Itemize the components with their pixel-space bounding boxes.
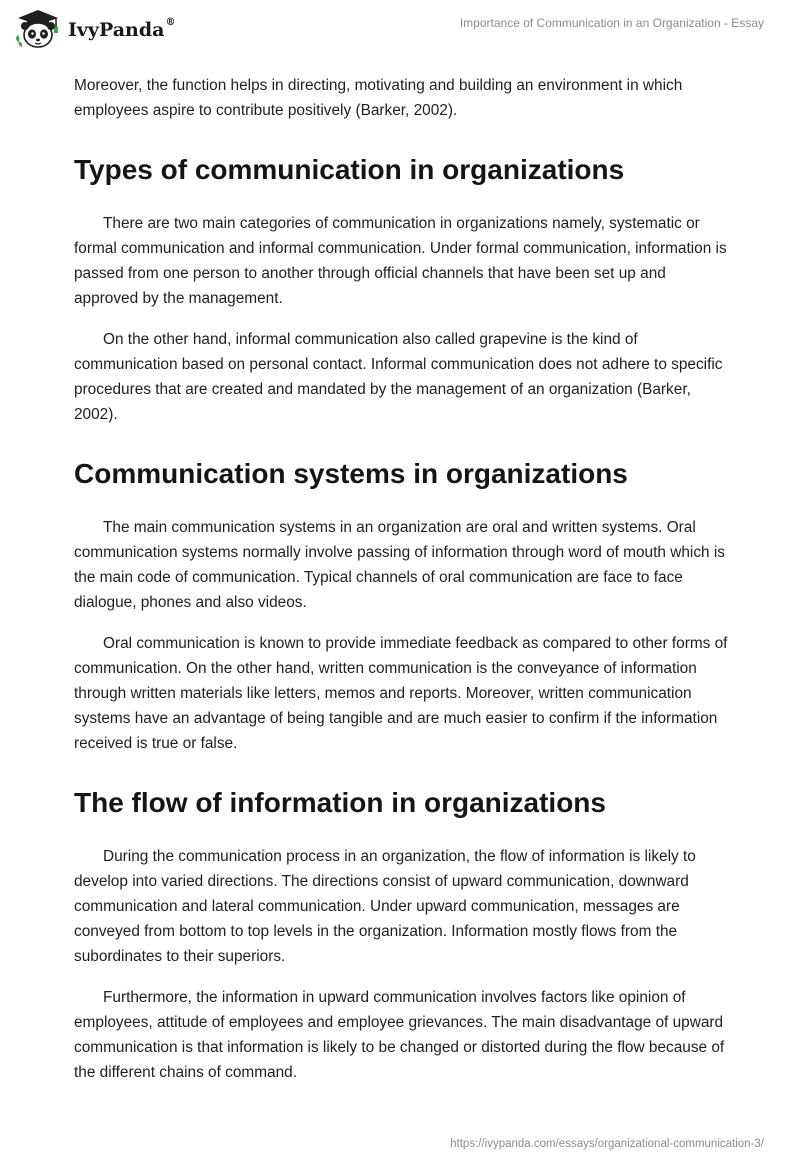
paragraph: During the communication process in an organization, the flow of information is likely to develop into varied directions. The directions consist of upward communication, downward communication and lateral communication. Under upward communication, messages are conveyed from bottom to top levels in the organization. Information mostly flows from the subordinates to their superiors. [74,848,696,965]
section-heading-flow: The flow of information in organizations [74,787,606,818]
document-title: Importance of Communication in an Organization - Essay [459,16,764,30]
panda-graduate-icon [12,8,64,52]
paragraph: Furthermore, the information in upward communication involves factors like opinion of employees, attitude of employees and employee grievances. The main disadvantage of upward communication is that information is likely to be changed or distorted during the flow because of the different chains of command. [74,989,725,1081]
ivypanda-logo[interactable] [12,8,175,52]
source-url[interactable]: https://ivypanda.com/essays/organizational-communication-3/ [450,1138,764,1150]
paragraph: Oral communication is known to provide immediate feedback as compared to other forms of communication. On the other hand, written communication is the conveyance of information through written materials like letters, memos and reports. Moreover, written communication systems have an advantage of being tangible and are much easier to confirm if the information received is true or false. [74,635,728,752]
paragraph: On the other hand, informal communication also called grapevine is the kind of communication based on personal contact. Informal communication does not adhere to specific procedures that are created and mandated by the management of an organization (Barker, 2002). [74,331,723,423]
section-heading-types: Types of communication in organizations [74,154,625,185]
section-heading-systems: Communication systems in organizations [74,458,628,489]
paragraph: There are two main categories of communication in organizations namely, systematic or formal communication and informal communication. Under formal communication, information is passed from one person to another through official channels that have been set up and approved by the management. [74,215,727,307]
page-header [0,0,800,60]
intro-paragraph: Moreover, the function helps in directing, motivating and building an environment in which employees aspire to contribute positively (Barker, 2002). [74,77,683,119]
logo-wordmark: IvyPanda® [68,17,176,41]
registered-mark: ® [165,17,176,28]
article-body [74,73,734,1101]
paragraph: The main communication systems in an organization are oral and written systems. Oral communication systems normally involve passing of information through word of mouth which is the main code of communication. Typical channels of oral communication are face to face dialogue, phones and also videos. [74,519,725,611]
